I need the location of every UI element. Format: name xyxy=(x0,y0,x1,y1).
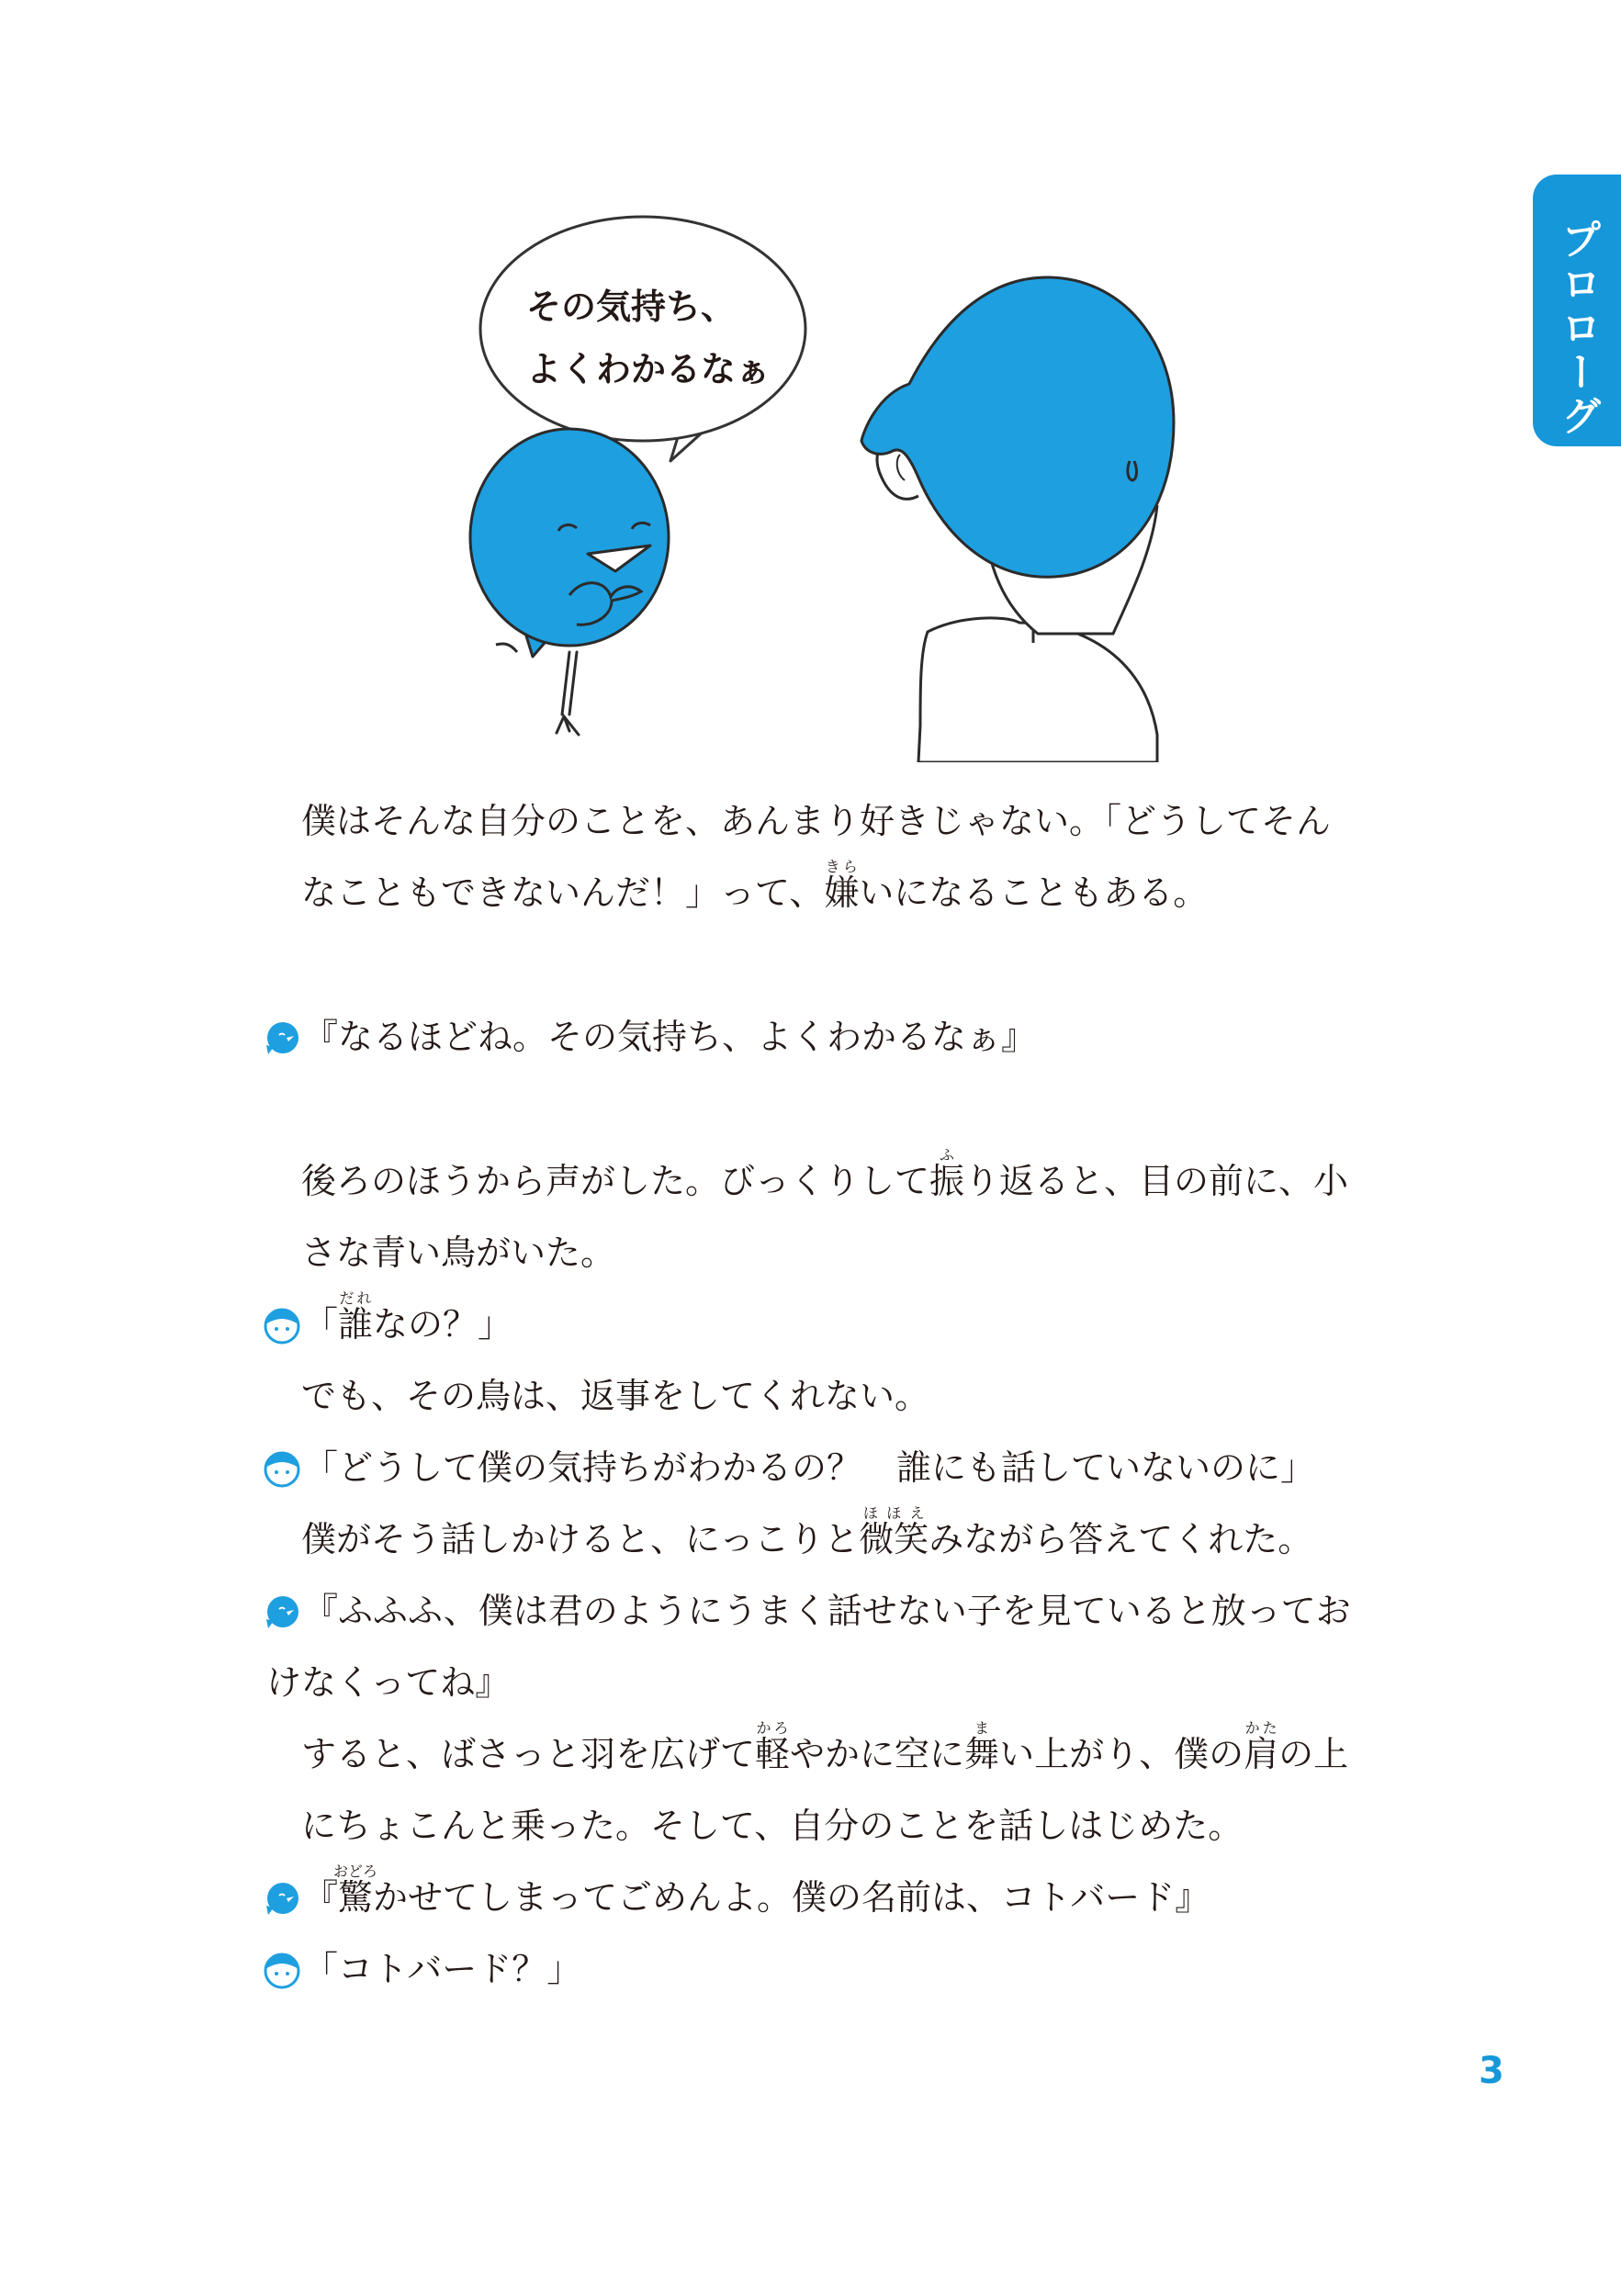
boy-speaker-icon xyxy=(263,1307,301,1345)
text-line: 「誰だれなの？」 xyxy=(303,1289,513,1345)
chapter-tab xyxy=(1533,174,1621,446)
text-line: さな青い鳥がいた。 xyxy=(301,1232,616,1273)
boy-dialogue xyxy=(266,1432,1378,1503)
boy-speaker-icon xyxy=(263,1952,301,1990)
bubble-line-2: よくわかるなぁ xyxy=(526,349,771,389)
narration-paragraph xyxy=(266,1503,1378,1575)
text-line: 『ふふふ、僕は君のようにうまく話せない子を見ていると放ってお xyxy=(303,1591,1351,1631)
boy-speaker-icon xyxy=(263,1450,301,1489)
ruby-word: 軽かろ xyxy=(755,1719,791,1774)
text-line: 『なるほどね。その気持ち、よくわかるなぁ』 xyxy=(303,1017,1037,1057)
narration-paragraph xyxy=(266,785,1378,929)
bird-speaker-icon xyxy=(263,1019,301,1058)
text-line: けなくってね』 xyxy=(266,1662,511,1703)
ruby-word: 誰だれ xyxy=(338,1289,374,1345)
bird-character xyxy=(470,429,669,735)
narration-paragraph xyxy=(266,1718,1378,1862)
ruby-word: 嫌きら xyxy=(824,858,860,913)
text-line: でも、その鳥は、返事をしてくれない。 xyxy=(301,1376,930,1416)
ruby-word: 舞ま xyxy=(964,1719,1000,1774)
narration-paragraph xyxy=(266,1360,1378,1432)
bubble-line-1: その気持ち、 xyxy=(526,287,737,327)
bird-dialogue xyxy=(266,1862,1378,1933)
text-line: にちょこんと乗った。そして、自分のことを話しはじめた。 xyxy=(301,1806,1244,1846)
text-line: 僕はそんな自分のことを、あんまり好きじゃない。「どうしてそん xyxy=(301,801,1332,841)
ruby-word: 振ふ xyxy=(929,1146,965,1201)
text-line: 僕がそう話しかけると、にっこりと微笑ほほえみながら答えてくれた。 xyxy=(301,1504,1313,1559)
ruby-word: 微笑ほほえ xyxy=(859,1504,929,1559)
paragraph-gap xyxy=(266,929,1378,1001)
text-line: 「どうして僕の気持ちがわかるの？ 誰にも話していないのに」 xyxy=(303,1447,1316,1488)
page-number: 3 xyxy=(1479,2050,1504,2092)
ruby-word: 肩かた xyxy=(1244,1719,1279,1774)
chapter-tab-label: プロローグ xyxy=(1554,219,1601,439)
boy-character xyxy=(861,277,1174,762)
text-line: 「コトバード？」 xyxy=(303,1949,582,1989)
text-line: すると、ばさっと羽を広げて軽かろやかに空に舞まい上がり、僕の肩かたの上 xyxy=(301,1719,1349,1774)
speech-bubble-text xyxy=(526,276,802,400)
story-body xyxy=(266,785,1378,2005)
bird-dialogue xyxy=(266,1575,1378,1647)
boy-dialogue xyxy=(266,1933,1378,2005)
bird-speaker-icon xyxy=(263,1880,301,1919)
dialogue-continuation xyxy=(266,1647,1378,1718)
bird-dialogue xyxy=(266,1001,1378,1073)
ruby-word: 驚おどろ xyxy=(333,1863,378,1918)
text-line: なこともできないんだ！」って、嫌きらいになることもある。 xyxy=(301,858,1209,913)
text-line: 『驚おどろかせてしまってごめんよ。僕の名前は、コトバード』 xyxy=(303,1863,1210,1918)
paragraph-gap xyxy=(266,1073,1378,1145)
bird-speaker-icon xyxy=(263,1593,301,1632)
text-line: 後ろのほうから声がした。びっくりして振ふり返ると、目の前に、小 xyxy=(301,1146,1349,1201)
narration-paragraph xyxy=(266,1145,1378,1289)
boy-dialogue xyxy=(266,1289,1378,1360)
